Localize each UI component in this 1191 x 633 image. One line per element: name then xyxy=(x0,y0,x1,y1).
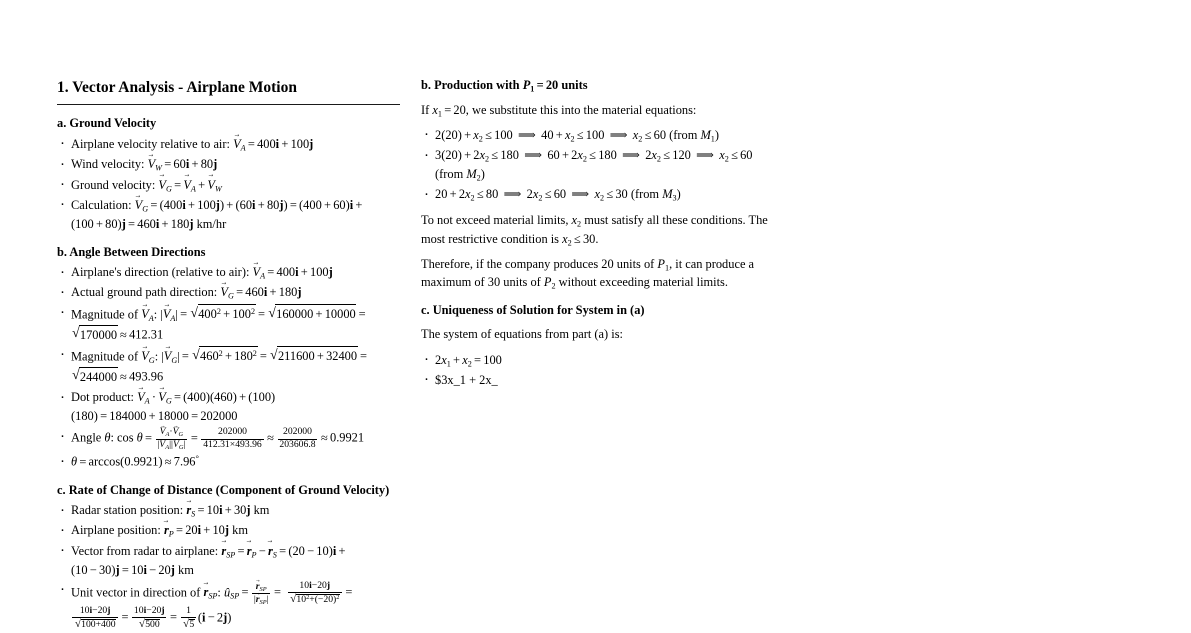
from-word: (from xyxy=(435,167,464,182)
right-column xyxy=(421,78,771,392)
bullet-list-material-constraints xyxy=(421,126,771,204)
title-divider xyxy=(57,104,400,105)
text-lead: Therefore, if the company produces 20 units of xyxy=(421,256,655,271)
production-intro: If $x_1 = 20$, we substitute this into the material equations: xyxy=(421,102,697,118)
left-column xyxy=(57,78,402,633)
list-item: · Dot product: $V \to_A \cdot V \to_G = (400)(460) + (100)(180) = 184000 + 18000 = 202000$ xyxy=(57,388,402,426)
value: 202000 xyxy=(218,426,247,438)
value: 203606.8 xyxy=(279,439,316,451)
value: 202000 xyxy=(200,408,238,423)
list-item: · Angle θ: cos θ = $\frac{V \to_A\cdot V \to_G}{|V_A||V_G|}$ = $\frac{202000}{412.31\times 493.96}$ ≈ $\frac{202000}{203606.8}$ ≈ 0.9921 xyxy=(57,427,402,451)
list-item-raw-latex: · $3x_1 + 2x_ xyxy=(421,371,771,390)
list-item: · Calculation: $V \to_G = (400i + 100j) + (60i + 80j) = (400 + 60)i +(100 + 80)j = 460i + 180j$ km/hr xyxy=(57,196,402,234)
text-mid: , it can produce a maximum of 30 units of xyxy=(421,256,755,290)
list-item: · Magnitude of $V \to_A$: $|V \to_A|$ = √ $400^2 + 100^2$ = √ 160000 + 10000 =√ 170000 ≈ 412.31 xyxy=(57,304,402,345)
bullet-lead: Vector from radar to airplane: xyxy=(71,543,219,558)
bullet-list-angle xyxy=(57,263,402,472)
fraction-uv-2: 10i−20j √ 100+400 xyxy=(72,606,117,631)
value: 493.96 xyxy=(129,369,164,384)
value: 211600 xyxy=(277,349,315,364)
unit-label: km/hr xyxy=(196,216,227,231)
value: 18000 xyxy=(157,408,189,423)
value: 184000 xyxy=(109,408,147,423)
bullet-list-system-equations xyxy=(421,351,771,390)
bullet-lead: Dot product: xyxy=(71,390,134,405)
from-word: (from xyxy=(630,187,660,202)
heading-text-pre: b. Production with xyxy=(421,78,520,92)
list-item: · Unit vector in direction of $r \to_{SP}$: $û_{SP}$ = $\frac{r \to_{SP}}{|r \to_{SP}|}$ = 10i−20j √ $10^2+(-20)^2$ = 10i−20j √ 100+400 = 10i−20j √ 500 = 1 √ 5 (i − 2j) xyxy=(57,581,402,631)
value: 0.9921 xyxy=(330,430,365,445)
bullet-list-rate-of-change xyxy=(57,501,402,631)
list-item: · θ = arccos(0.9921) ≈ 7.96° xyxy=(57,452,402,471)
intro-rest: , we substitute this into the material equations: xyxy=(465,102,697,117)
value: 412.31×493.96 xyxy=(203,439,262,451)
fraction-approx xyxy=(278,427,318,451)
fraction-cos-definition: $\frac{V \to_A\cdot V \to_G}{|V_A||V_G|}$ xyxy=(156,427,188,451)
list-item: · Magnitude of $V \to_G$: $|V \to_G|$ = √ $460^2 + 180^2$ = √ 211600 + 32400 =√ 244000 ≈ 493.96 xyxy=(57,346,402,387)
if-word: If xyxy=(421,102,430,117)
bullet-list-ground-velocity xyxy=(57,135,402,234)
heading-text-post: units xyxy=(561,78,588,92)
value: 202000 xyxy=(282,426,312,438)
uniqueness-intro: The system of equations from part (a) is: xyxy=(421,327,623,342)
bullet-lead: Magnitude of xyxy=(71,307,139,322)
bullet-lead: Angle xyxy=(71,430,102,445)
section-heading-ground-velocity: a. Ground Velocity xyxy=(57,116,157,131)
list-item: · Airplane's direction (relative to air): $V \to_A = 400i + 100j$ xyxy=(57,263,402,282)
unit-label: km xyxy=(253,503,270,518)
list-item: · $2(20) + x_2 \le 100$ ⟹ $40 + x_2 \le 100$ ⟹ $x_2 \le 60$ (from $M_1$) xyxy=(421,126,771,145)
list-item: · Airplane position: $r \to_P = 20i + 10j$ km xyxy=(57,521,402,540)
list-item: · Vector from radar to airplane: $r \to_{SP} = r \to_P - r \to_S = (20 - 10)i +(10 - 30)j = 10i - 20j$ km xyxy=(57,542,402,580)
list-item: · Airplane velocity relative to air: $V \to_A = 400i + 100j$ xyxy=(57,135,402,154)
fraction-uv-4: 1 √ 5 xyxy=(181,606,197,631)
unit-label: km xyxy=(232,523,248,538)
text-lead: To not exceed material limits, xyxy=(421,213,569,228)
value: 170000 xyxy=(79,327,118,342)
unit-label: km xyxy=(178,562,194,577)
bullet-lead: Airplane velocity relative to air: xyxy=(71,136,230,151)
section-heading-rate-of-change: c. Rate of Change of Distance (Component of Ground Velocity) xyxy=(57,482,390,497)
from-word: (from xyxy=(669,127,698,142)
value: 32400 xyxy=(326,349,358,364)
list-item: · Wind velocity: $V \to_W = 60i + 80j$ xyxy=(57,155,402,174)
list-item: · $2x_1 + x_2 = 100$ xyxy=(421,351,771,370)
bullet-lead: Actual ground path direction: xyxy=(71,285,218,300)
section-heading-angle: b. Angle Between Directions xyxy=(57,244,206,259)
bullet-lead: Wind velocity: xyxy=(71,157,145,172)
value: 412.31 xyxy=(129,327,164,342)
list-item: · Actual ground path direction: $V \to_G = 460i + 180j$ xyxy=(57,283,402,302)
fraction-uv-1: 10i−20j √ $10^2+(-20)^2$ xyxy=(288,581,342,606)
fraction-unit-vector-def: $\frac{r \to_{SP}}{|r \to_{SP}|}$ xyxy=(252,582,270,606)
bullet-lead: Magnitude of xyxy=(71,349,139,364)
bullet-lead: Airplane position: xyxy=(71,523,161,538)
bullet-lead: Unit vector in direction of xyxy=(71,585,201,600)
bullet-lead: Airplane's direction (relative to air): xyxy=(71,265,250,280)
list-item: · $20 + 2x_2 \le 80$ ⟹ $2x_2 \le 60$ ⟹ $x_2 \le 30$ (from $M_3$) xyxy=(421,185,771,204)
paragraph-conclusion: Therefore, if the company produces 20 units of $P_1$, it can produce a maximum of 30 units of $P_2$ without exceeding material limits. xyxy=(421,256,755,291)
fraction-uv-3: 10i−20j √ 500 xyxy=(132,606,166,631)
list-item: · $3(20) + 2x_2 \le 180$ ⟹ $60 + 2x_2 \le 180$ ⟹ $2x_2 \le 120$ ⟹ $x_2 \le 60$ (from $M_2$) xyxy=(421,146,771,184)
fraction-numeric xyxy=(201,427,263,451)
text-end: without exceeding material limits. xyxy=(558,275,728,290)
bullet-lead: Ground velocity: xyxy=(71,177,156,192)
list-item: · Radar station position: $r \to_S = 10i + 30j$ km xyxy=(57,501,402,520)
value: 10000 xyxy=(324,307,356,322)
page-title: 1. Vector Analysis - Airplane Motion xyxy=(57,79,297,96)
value: 160000 xyxy=(276,307,314,322)
section-heading-production: b. Production with $P_1 = 20$ units xyxy=(421,78,588,94)
value: 244000 xyxy=(79,369,118,384)
bullet-lead: Calculation: xyxy=(71,197,132,212)
bullet-lead: Radar station position: xyxy=(71,503,184,518)
paragraph-restriction: To not exceed material limits, $x_2$ must satisfy all these conditions. The most restrictive condition is $x_2 \le 30$. xyxy=(421,213,768,247)
value: 0.9921 xyxy=(124,454,159,469)
list-item: · Ground velocity: $V \to_G = V \to_A + V \to_W$ xyxy=(57,176,402,195)
section-heading-uniqueness: c. Uniqueness of Solution for System in (a) xyxy=(421,302,645,317)
text-rest: must satisfy all these conditions. The most restrictive condition is xyxy=(421,213,768,246)
value: 7.96 xyxy=(173,454,196,469)
